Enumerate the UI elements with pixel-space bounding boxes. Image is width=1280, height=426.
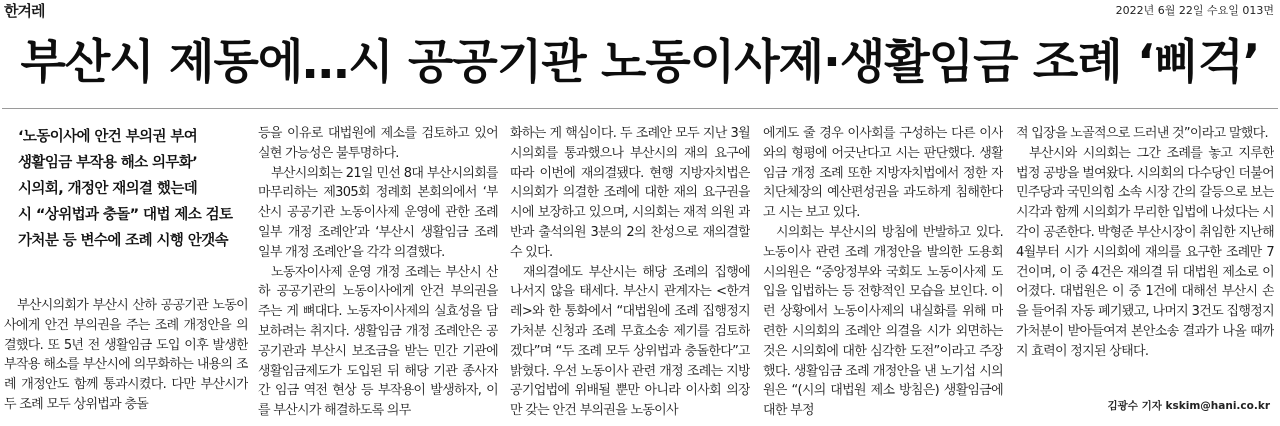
reporter-byline: 김광수 기자 kskim@hani.co.kr [1107,400,1270,412]
subhead-line: 생활임금 부작용 해소 의무화’ [18,155,198,171]
newspaper-logo: 한겨레 [4,2,45,20]
subhead-line: 가처분 등 변수에 조례 시행 안갯속 [18,233,228,249]
body-column-lead [4,296,248,424]
body-paragraph: 노동자이사제 운영 개정 조례는 부산시 산하 공공기관의 노동이사에게 안건 부의권을 주는 게 뼈대다. 노동자이사제의 실효성을 담보하려는 취지다. 생활임금 개정 조례안은 공공기관과 부산시 보조금을 받는 민간 기관에 생활임금제도가 도입된 뒤 해당 기관 종사자 간 임금 역전 현상 등 부작용이 발생하자, 이를 부산시가 해결하도록 의무 [258,264,498,419]
article-headline: 부산시 제동에…시 공공기관 노동이사제·생활임금 조례 ‘삐걱’ [20,35,1260,90]
article-subheads [18,124,244,254]
body-column-2 [258,124,498,424]
subhead-line: 시 “상위법과 충돌” 대법 제소 검토 [18,207,233,223]
body-column-5 [1016,124,1274,394]
subhead-line: 시의회, 개정안 재의결 했는데 [18,181,198,197]
masthead [0,0,1280,18]
body-paragraph: 부산시의회가 부산시 산하 공공기관 노동이사에게 안건 부의권을 주는 조례 개정안을 의결했다. 또 5년 전 생활임금 도입 이후 발생한 부작용 해소를 부산시에 의무화하는 내용의 조례 개정안도 함께 통과시켰다. 다만 부산시가 두 조례 모두 상위법과 충돌 [4,298,248,412]
body-paragraph: 화하는 게 핵심이다. 두 조례안 모두 지난 3월 시의회를 통과했으나 부산시의 재의 요구에 따라 이번에 재의결됐다. 현행 지방자치법은 시의회가 의결한 조례에 대한 재의 요구권을 시에 보장하고 있으며, 시의회는 재적 의원 과반과 출석의원 3분의 2의 찬성으로 재의결할 수 있다. [510,126,750,260]
body-paragraph: 에게도 줄 경우 이사회를 구성하는 다른 이사와의 형평에 어긋난다고 시는 판단했다. 생활임금 개정 조례 또한 지방자치법에서 정한 자치단체장의 예산편성권을 과도하게 침해한다고 시는 보고 있다. [763,126,1003,221]
body-paragraph: 시의회는 부산시의 방침에 반발하고 있다. 노동이사 관련 조례 개정안을 발의한 도용회 시의원은 “중앙정부와 국회도 노동이사제 도입을 입법하는 등 전향적인 모습을 보인다. 이런 상황에서 노동이사제의 내실화를 위해 마련한 시의회의 조례안 의결을 시가 외면하는 것은 시의회에 대한 심각한 도전”이라고 주장했다. 생활임금 조례 개정안을 낸 노기섭 시의원은 “(시의 대법원 제소 방침은) 생활임금에 대한 부정 [763,224,1003,419]
issue-dateline: 2022년 6월 22일 수요일 013면 [1115,4,1274,17]
body-paragraph: 재의결에도 부산시는 해당 조례의 집행에 나서지 않을 태세다. 부산시 관계자는 <한겨레>와 한 통화에서 “대법원에 조례 집행정지 가처분 신청과 조례 무효소송 제기를 검토하겠다”며 “두 조례 모두 상위법과 충돌한다”고 밝혔다. 우선 노동이사 관련 개정 조례는 지방공기업법에 위배될 뿐만 아니라 이사회 의장만 갖는 안건 부의권을 노동이사 [510,264,750,419]
body-paragraph: 등을 이유로 대법원에 제소를 검토하고 있어 실현 가능성은 불투명하다. [258,126,498,161]
headline-divider [2,108,1278,109]
body-paragraph: 부산시의회는 21일 민선 8대 부산시의회를 마무리하는 제305회 정례회 본회의에서 ‘부산시 공공기관 노동이사제 운영에 관한 조례 일부 개정 조례안’과 ‘부산시 생활임금 조례 일부 개정 조례안’을 각각 의결했다. [258,165,498,260]
body-paragraph: 적 입장을 노골적으로 드러낸 것”이라고 말했다. [1016,126,1268,141]
body-paragraph: 부산시와 시의회는 그간 조례를 놓고 지루한 법정 공방을 벌여왔다. 시의회의 다수당인 더불어민주당과 국민의힘 소속 시장 간의 갈등으로 보는 시각과 함께 시의회가 무리한 입법에 나섰다는 시각이 공존한다. 박형준 부산시장이 취임한 지난해 4월부터 시가 시의회에 재의를 요구한 조례만 7건이며, 이 중 4건은 재의결 뒤 대법원 제소로 이어졌다. 대법원은 이 중 1건에 대해선 부산시 손을 들어줘 자동 폐기됐고, 나머지 3건도 집행정지 가처분이 받아들여져 본안소송 결과가 나올 때까지 효력이 정지된 상태다. [1016,145,1274,359]
body-column-4 [763,124,1003,424]
body-column-3 [510,124,750,424]
subhead-line: ‘노동이사에 안건 부의권 부여 [18,129,198,145]
